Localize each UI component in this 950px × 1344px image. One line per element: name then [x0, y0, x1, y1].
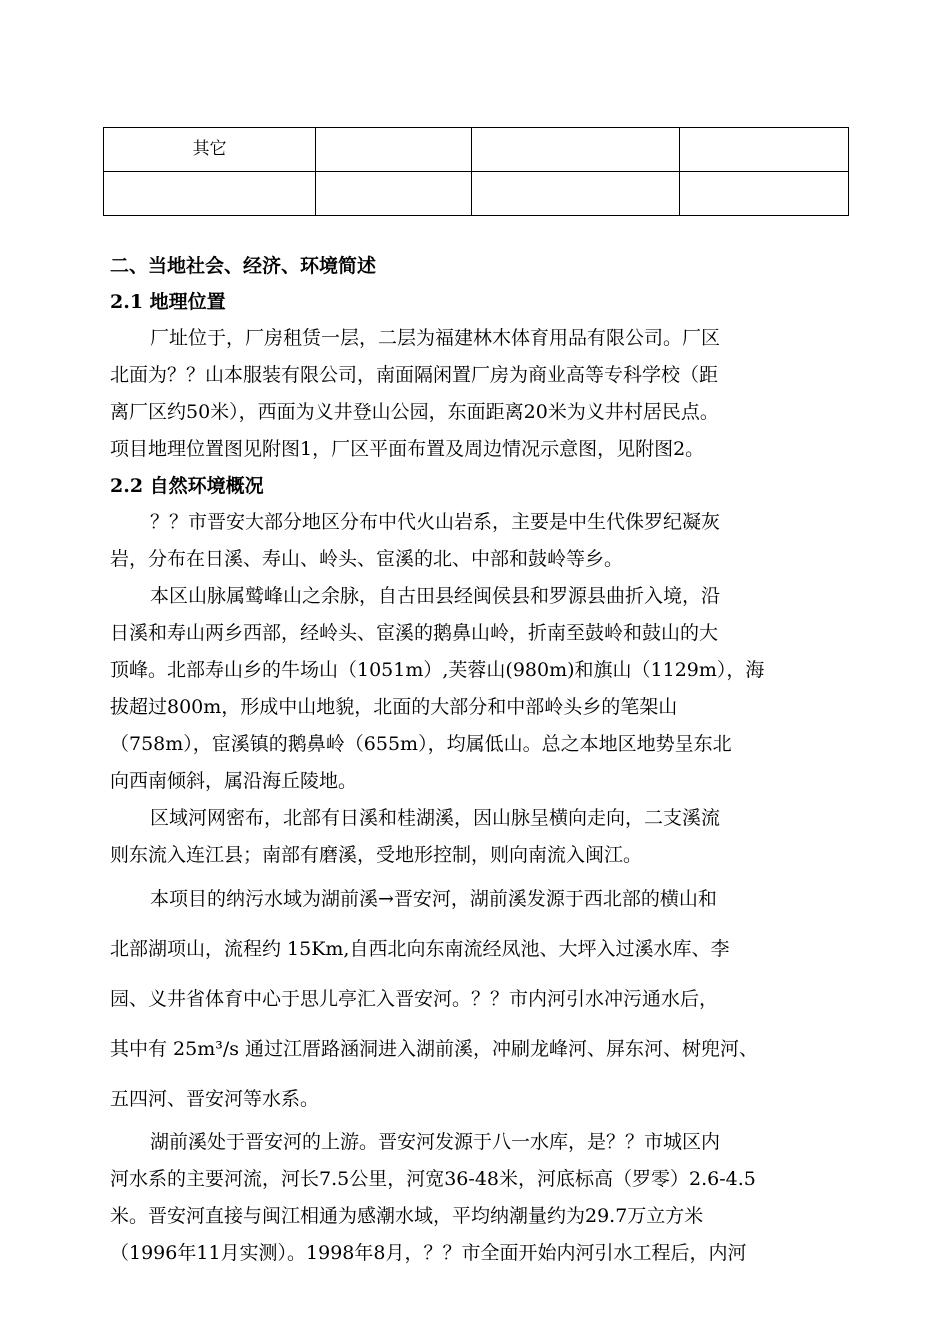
table-cell: 其它	[104, 128, 316, 172]
text-line: 区域河网密布，北部有日溪和桂湖溪，因山脉呈横向走向，二支溪流	[150, 807, 721, 829]
table-cell	[680, 128, 849, 172]
text-line: 日溪和寿山两乡西部，经岭头、宦溪的鹅鼻山岭，折南至鼓岭和鼓山的大	[110, 622, 719, 644]
text-line: 园、义井省体育中心于思儿亭汇入晋安河。？？市内河引水冲污通水后，	[110, 988, 719, 1010]
text-line: 北部湖项山，流程约 15Km,自西北向东南流经凤池、大坪入过溪水库、李	[110, 938, 730, 960]
text-line: （1996年11月实测）。1998年8月，？？市全面开始内河引水工程后，内河	[110, 1242, 747, 1264]
text-line: 顶峰。北部寿山乡的牛场山（1051m）,芙蓉山(980m)和旗山（1129m），海	[110, 659, 765, 681]
text-line: ？？市晋安大部分地区分布中代火山岩系，主要是中生代侏罗纪凝灰	[150, 511, 721, 533]
body-text	[110, 248, 845, 1272]
text-line: 离厂区约50米），西面为义井登山公园，东面距离20米为义井村居民点。	[110, 401, 719, 423]
subheading-environment: 2.2 自然环境概况	[110, 475, 264, 497]
text-line: 五四河、晋安河等水系。	[110, 1088, 320, 1110]
text-line: 本项目的纳污水域为湖前溪→晋安河，湖前溪发源于西北部的横山和	[150, 888, 717, 910]
table-row	[104, 128, 849, 172]
text-line: 河水系的主要河流，河长7.5公里，河宽36-48米，河底标高（罗零）2.6-4.5	[110, 1168, 756, 1190]
data-table	[103, 127, 849, 216]
text-line: 则东流入连江县；南部有磨溪，受地形控制，则向南流入闽江。	[110, 844, 643, 866]
table-row	[104, 172, 849, 216]
text-line: 拔超过800m，形成中山地貌，北面的大部分和中部岭头乡的笔架山	[110, 696, 678, 718]
text-line: 厂址位于，厂房租赁一层，二层为福建林木体育用品有限公司。厂区	[150, 327, 721, 349]
text-line: 北面为？？山本服装有限公司，南面隔闲置厂房为商业高等专科学校（距	[110, 364, 719, 386]
table-cell	[316, 128, 472, 172]
text-line: 米。晋安河直接与闽江相通为感潮水域，平均纳潮量约为29.7万立方米	[110, 1205, 704, 1227]
subheading-location: 2.1 地理位置	[110, 291, 226, 313]
text-line: 岩，分布在日溪、寿山、岭头、宦溪的北、中部和鼓岭等乡。	[110, 548, 624, 570]
text-line: （758m），宦溪镇的鹅鼻岭（655m），均属低山。总之本地区地势呈东北	[110, 733, 732, 755]
table-cell	[104, 172, 316, 216]
text-line: 湖前溪处于晋安河的上游。晋安河发源于八一水库，是？？市城区内	[150, 1131, 721, 1153]
text-line: 向西南倾斜，属沿海丘陵地。	[110, 770, 358, 792]
table-cell	[472, 172, 680, 216]
table-cell	[316, 172, 472, 216]
text-line: 本区山脉属鹫峰山之余脉，自古田县经闽侯县和罗源县曲折入境，沿	[150, 585, 721, 607]
table-cell	[472, 128, 680, 172]
text-line: 其中有 25m³/s 通过江厝路涵洞进入湖前溪，冲刷龙峰河、屏东河、树兜河、	[110, 1038, 759, 1060]
table-cell	[680, 172, 849, 216]
section-heading: 二、当地社会、经济、环境简述	[110, 255, 377, 277]
text-line: 项目地理位置图见附图1，厂区平面布置及周边情况示意图，见附图2。	[110, 438, 705, 460]
